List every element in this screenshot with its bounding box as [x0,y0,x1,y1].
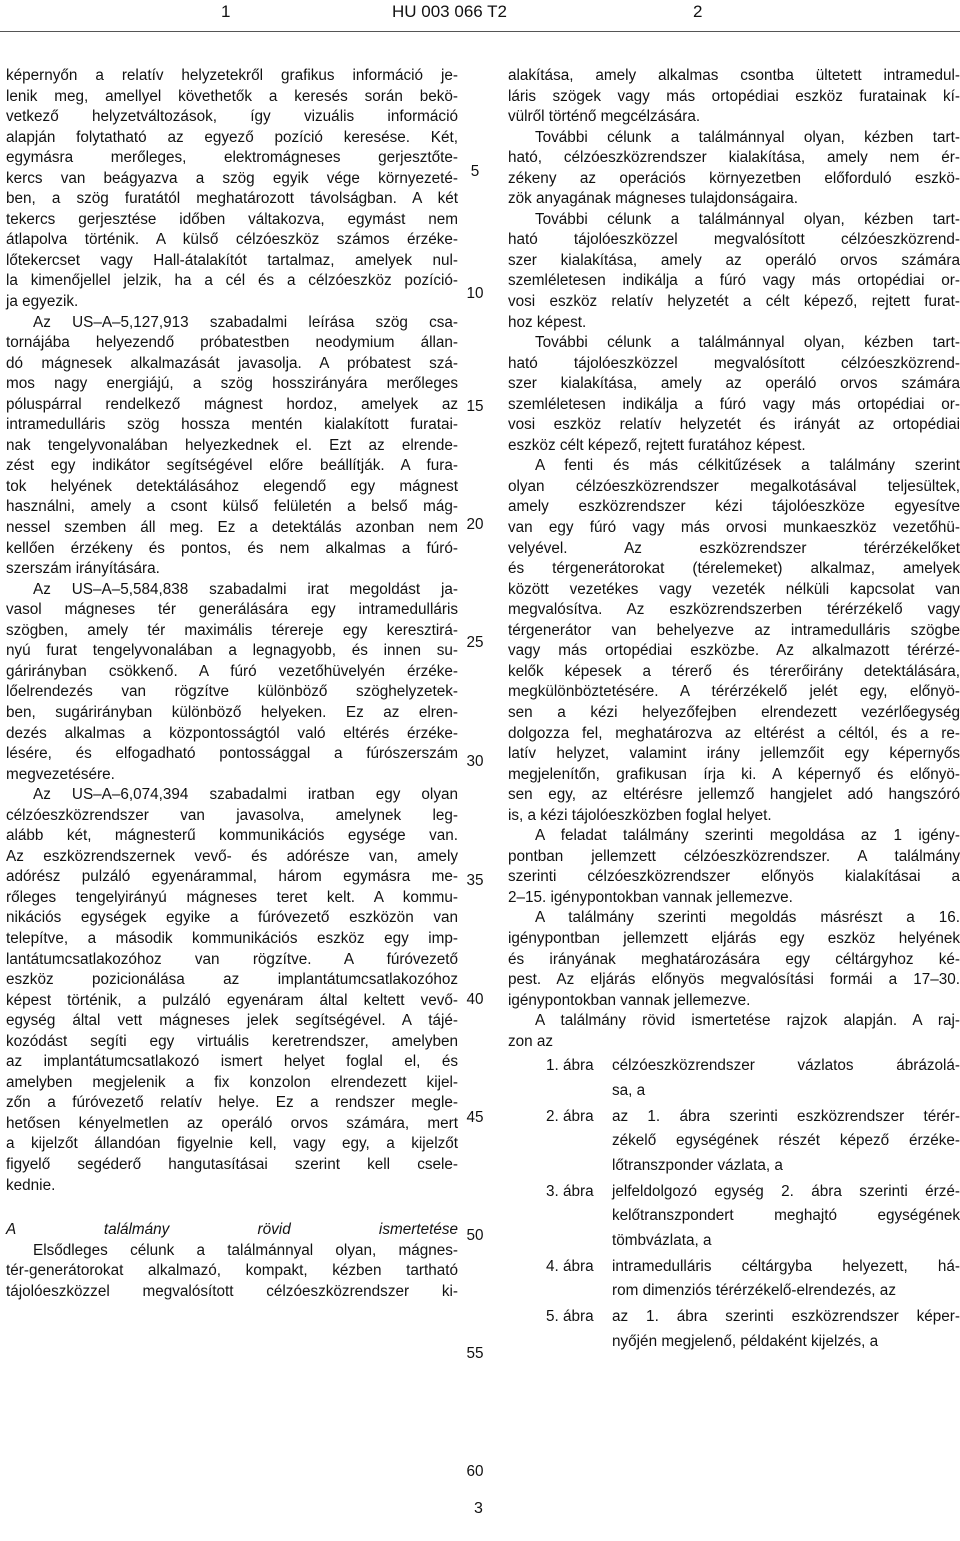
text-line: pest. Az eljárás előnyös megvalósítási formái a 17–30. [508,971,960,989]
text-line: célzóeszközrendszer van javasolva, amelynek leg- [6,806,458,824]
text-line: pontban jellemzett célzóeszközrendszer. A találmány [508,847,960,865]
line-number: 30 [466,753,484,770]
paragraph [6,313,458,580]
figure-description [612,1255,960,1304]
line-number: 25 [466,634,484,651]
text-line: hetősen kényelmetlen az operáló orvos számára, mert [6,1114,458,1132]
text-line: is, a kézi tájolóeszközben foglal helyet. [508,806,772,824]
text-line: láris szögek vagy más ortopédiai eszköz furatainak kí- [508,87,960,105]
patent-number: HU 003 066 T2 [392,2,507,21]
line-number: 60 [466,1463,484,1480]
page-number-left: 1 [221,2,231,21]
text-line: Az US–A–6,074,394 szabadalmi iratban egy olyan [33,786,458,804]
text-line: adórész pulzáló egyenárammal, három egymásra me- [6,868,458,886]
text-line: rőleges tengelyirányú mágneses teret kelt. A kommu- [6,888,458,906]
figure-list-item [508,1180,960,1254]
right-column [508,66,960,1356]
text-line: kelőtranszpondert meghajtó egységének [612,1207,960,1225]
paragraph [508,456,960,826]
text-line: megkülönböztetésére. A térérzékelő jelét egy, előnyö- [508,683,960,701]
paragraph [508,333,960,456]
text-line: megjelenítőn, grafikusan írja ki. A képernyő és előnyö- [508,765,960,783]
text-line: eszköz pozicionálása az implantátumcsatlakozóhoz [6,971,458,989]
text-line: Az US–A–5,127,913 szabadalmi leírása szög csa- [33,313,458,331]
text-line: lenik meg, amellyel követhetők a keresés során bekö- [6,87,458,105]
text-line: nikációs egységek egyike a fúróvezető eszközön van [6,909,458,927]
text-line: és irányának meghatározására egy céltárgyhoz ké- [508,950,960,968]
text-line: tér-generátorokat alkalmazó, kompakt, kézben tartható [6,1262,458,1280]
text-line: az implantátumcsatlakozó ismert helyet foglal el, és [6,1053,458,1071]
text-line: intramedulláris szög hossza mentén kialakított furatai- [6,416,458,434]
text-line: ben, sugárirányban különböző helyeken. Ez az elren- [6,703,458,721]
text-line: és térgenerátorokat (térelemeket) alkalmaz, amelyek [508,560,960,578]
text-line: tájolóeszközzel megvalósított célzóeszközrendszer ki- [6,1282,458,1300]
text-line: sa, a [612,1081,646,1099]
text-line: A fenti és más célkitűzések a találmány szerint [535,457,960,475]
text-line: zőn a fúróvezető relatív helye. Ez a rendszer megle- [6,1094,458,1112]
text-line: célzóeszközrendszer vázlatos ábrázolá- [612,1057,960,1075]
text-line: latív helyzet, valamint irány jellemzőit egy képernyős [508,745,960,763]
figure-label: 4. ábra [546,1257,594,1275]
text-line: nyőjén megjelenő, példaként kijelzés, a [612,1332,879,1350]
text-line: kednie. [6,1176,56,1194]
text-line: tekercs gerjesztése időben váltakozva, egymást nem [6,210,458,228]
text-line: ható, célzóeszközrendszer kialakítása, amely nem ér- [508,149,960,167]
text-line: egység által vett mágneses jelek segítségével. A tájé- [6,1012,458,1030]
text-line: szemléletesen indikálja a fúró vagy más ortopédiai or- [508,272,960,290]
text-line: nyú furat tengelyvonalában a legnagyobb, és innen su- [6,642,458,660]
text-line: tömbvázlata, a [612,1231,712,1249]
paragraph [6,785,458,1196]
line-number: 35 [466,872,484,889]
text-line: mos nagy energiájú, a szög hosszirányára merőleges [6,375,458,393]
text-line: vetkező helyzetváltozások, így vizuális információ [6,108,458,126]
text-line: lantátumcsatlakozóhoz van rögzítve. A fúróvezető [6,950,458,968]
line-number: 45 [466,1109,484,1126]
figure-list-item [508,1255,960,1304]
text-line: az 1. ábra szerinti eszközrendszer képer- [612,1308,960,1326]
text-line: dó mágnesek alkalmazását javasolja. A próbatest szá- [6,354,458,372]
text-line: zékelő egységének részét képező érzéke- [612,1132,960,1150]
text-line: la kimenőjellel jelzik, ha a cél és a célzóeszköz pozíció- [6,272,458,290]
text-line: olyan célzóeszközrendszer megalkotásával teljesültek, [508,477,960,495]
paragraph [508,1011,960,1052]
page-number-right: 2 [693,2,703,21]
text-line: jelfeldolgozó egység 2. ábra szerinti érzé- [612,1182,960,1200]
text-line: póluspárral rendelkező mágnest hordoz, amelyek az [6,395,458,413]
text-line: vagy más ortopédiai eszközbe. Az alkalmazott térérzé- [508,642,960,660]
text-line: megvezetésére. [6,765,115,783]
text-line: zékeny az operációs környezetben előforduló eszkö- [508,169,960,187]
text-line: intramedulláris céltárgyba helyezett, há- [612,1257,960,1275]
text-line: A feladat találmány szerinti megoldása az 1 igény- [535,827,960,845]
figure-label: 2. ábra [546,1107,594,1125]
text-line: tornájába helyezendő próbatestben neodymium állan- [6,334,458,352]
text-line: térgenerátor van behelyezve az intramedulláris szögbe [508,621,960,639]
text-line: velyével. Az eszközrendszer térérzékelőket [508,539,960,557]
text-line: nessel szemben áll meg. Ez a detektálás azonban nem [6,519,458,537]
text-line: gárirányban csökkenő. A fúró vezetőhüvelyén érzéke- [6,662,458,680]
text-line: telepítve, a második kommunikációs eszköz egy imp- [6,929,458,947]
paragraph [508,66,960,128]
text-line: az 1. ábra szerinti eszközrendszer térér- [612,1107,960,1125]
figure-label: 3. ábra [546,1182,594,1200]
header-rule [0,31,960,32]
text-line: képest történik, a pulzáló egyenáram által keltett vevő- [6,991,458,1009]
text-line: vasol mágneses tér generálására egy intramedulláris [6,601,458,619]
paragraph [508,908,960,1011]
line-number: 50 [466,1227,484,1244]
text-line: átlapolva történik. A külső célzóeszköz számos érzéke- [6,231,458,249]
text-line: Az US–A–5,584,838 szabadalmi irat megoldást ja- [33,580,458,598]
text-line: a kijelzőt állandóan figyelnie kell, vagy egy, a kijelzőt [6,1135,458,1153]
text-line: lésére, és elfogadható pontossággal a fúrószerszám [6,745,458,763]
text-line: eszköz célt képező, rejtett furatához képest. [508,436,806,454]
text-line: lőtekercset vagy Hall-átalakítót tartalmaz, amelyek nul- [6,251,458,269]
paragraph [508,210,960,333]
text-line: szerinti célzóeszközrendszer előnyös kialakításai a [508,868,960,886]
line-number: 55 [466,1345,484,1362]
figure-label: 5. ábra [546,1308,594,1326]
text-line: kelők képesek a térerő és térerőirány detektálására, [508,662,960,680]
line-number: 20 [466,516,484,533]
text-line: nak tengelyvonalában helyezkednek el. Ezt az elrende- [6,436,458,454]
text-line: között vezetékes vagy vezeték nélküli kapcsolat van [508,580,960,598]
text-line: alapján folytatható az egyező pozíció keresése. Két, [6,128,458,146]
text-line: zök anyagának mágneses tulajdonságaira. [508,190,798,208]
text-line: vosi eszköz relatív helyzetét a célt képező, rejtett furat- [508,293,960,311]
text-line: ben, a szög furatától meghatározott távolságban. A két [6,190,458,208]
section-heading: A találmány rövid ismertetése [6,1221,458,1239]
text-line: használni, amely a csont külső felületén a belső mág- [6,498,458,516]
text-line: szögben, amely tér maximális térereje egy keresztirá- [6,621,458,639]
text-line: További célunk a találmánnyal olyan, kézben tart- [535,128,960,146]
text-line: szemléletesen indikálja a fúró vagy más ortopédiai or- [508,395,960,413]
text-line: Elsődleges célunk a találmánnyal olyan, mágnes- [33,1241,458,1259]
text-line: egymásra merőleges, elektromágneses gerjesztőte- [6,149,458,167]
text-line: zon az [508,1032,554,1050]
text-line: igénypontokban vannak jellemezve. [508,991,751,1009]
text-line: kellően érzékeny és pontos, és nem alkalmas a fúró- [6,539,458,557]
text-line: lőtranszponder vázlata, a [612,1156,783,1174]
text-line: hoz képest. [508,313,587,331]
text-line: alakítása, amely alkalmas csontba ültetett intramedul- [508,67,960,84]
text-line: vülről történő megcélzására. [508,108,701,126]
text-line: kercs van beágyazva a szög egyik vége környezeté- [6,169,458,187]
text-line: van egy fúró vagy más orvosi munkaeszköz vezetőhü- [508,519,960,537]
text-line: tok helyének detektálásához elegendő egy mágnest [6,477,458,495]
text-line: A találmány szerinti megoldás másrészt a 16. [535,909,960,927]
text-line: alább két, mágnesterű kommunikációs egysége van. [6,827,458,845]
text-line: További célunk a találmánnyal olyan, kézben tart- [535,334,960,352]
text-line: dezés alkalmas a központosságtól való eltérés érzéke- [6,724,458,742]
figure-list-item [508,1054,960,1103]
line-number: 40 [466,991,484,1008]
text-line: sen a kézi helyezőfejben elrendezett vezérlőegység [508,703,960,721]
figure-list [508,1054,960,1354]
text-line: Az eszközrendszernek vevő- és adórésze van, amely [6,847,458,865]
text-line: A találmány rövid ismertetése rajzok alapján. A raj- [535,1012,960,1030]
text-line: ja egyezik. [6,293,79,311]
line-number: 10 [466,285,484,302]
text-line: További célunk a találmánnyal olyan, kézben tart- [535,210,960,228]
text-line: megvalósítva. Az eszközrendszerben térérzékelő vagy [508,601,960,619]
figure-description [612,1105,960,1179]
figure-description [612,1180,960,1254]
text-line: vosi eszköz relatív helyzetét és irányát az ortopédiai [508,416,960,434]
paragraph [6,1241,458,1303]
text-line: igénypontban jellemzett eljárás egy eszköz helyének [508,929,960,947]
text-line: szer kialakítása, amely az operáló orvos számára [508,375,960,393]
footer-page-number: 3 [474,1500,483,1517]
text-line: ható tájolóeszközzel megvalósított célzóeszközrend- [508,354,960,372]
text-line: rom dimenziós térérzékelő-elrendezés, az [612,1282,896,1300]
paragraph [508,128,960,210]
figure-list-item [508,1105,960,1179]
text-line: zést egy indikátor segítségével előre beállítják. A fura- [6,457,458,475]
paragraph [6,66,458,313]
figure-description [612,1054,960,1103]
paragraph [6,580,458,785]
figure-list-item [508,1305,960,1354]
text-line: sen egy, az eltérésre jellemző hangjelet adó hangszóró [508,786,960,804]
text-line: szer kialakítása, amely az operáló orvos számára [508,251,960,269]
paragraph [508,826,960,908]
left-column [6,66,458,1302]
text-line: amelyben megjelenik a fix konzolon elrendezett kijel- [6,1073,458,1091]
line-number: 15 [466,398,484,415]
line-number: 5 [470,163,480,180]
text-line: 2–15. igénypontokban vannak jellemezve. [508,888,793,906]
text-line: dolgozza fel, meghatározva az eltérést a céltól, és a re- [508,724,960,742]
figure-label: 1. ábra [546,1057,594,1075]
text-line: szerszám irányítására. [6,560,160,578]
figure-description [612,1305,960,1354]
text-line: lőelrendezés van rögzítve különböző szöghelyzetek- [6,683,458,701]
text-line: amely eszközrendszer kézi tájolóeszköze egyesítve [508,498,960,516]
text-line: ható tájolóeszközzel megvalósított célzóeszközrend- [508,231,960,249]
text-line: figyelő segéderő hangutasításai szerint kell csele- [6,1155,458,1173]
text-line: képernyőn a relatív helyzetekről grafikus információ je- [6,67,458,84]
text-line: kozódást segíti egy virtuális keretrendszer, amelyben [6,1032,458,1050]
